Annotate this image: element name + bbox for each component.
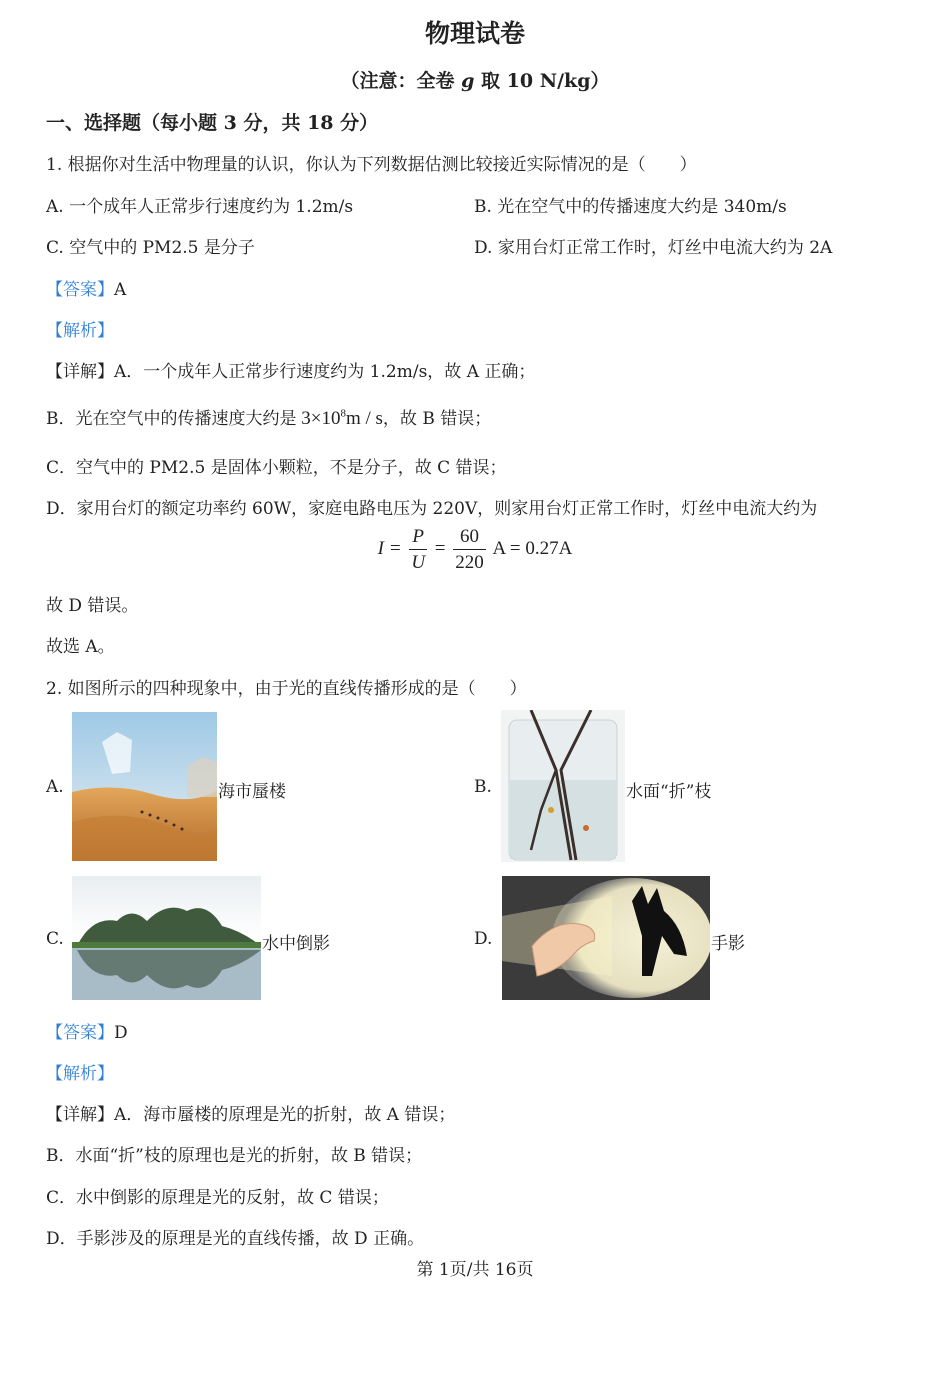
formula-lhs: I = (377, 537, 402, 559)
q1-option-a: A. 一个成年人正常步行速度约为 1.2m/s (46, 197, 354, 217)
q2-stem: 2. 如图所示的四种现象中，由于光的直线传播形成的是（ ） (46, 679, 527, 699)
note-var: g (461, 70, 475, 92)
q1-math-base: 3×10 (301, 408, 341, 429)
page-footer: 第 1页/共 16页 (416, 1260, 534, 1280)
q2-detail-a (46, 1100, 455, 1125)
mirage-image (72, 712, 217, 861)
q2-detail-a-text: A．海市蜃楼的原理是光的折射，故 A 错误； (114, 1105, 456, 1125)
q1-choose: 故选 A。 (46, 637, 115, 657)
q1-stem: 1. 根据你对生活中物理量的认识，你认为下列数据估测比较接近实际情况的是（ ） (46, 155, 697, 175)
q2-option-a-caption: 海市蜃楼 (218, 782, 286, 802)
q2-option-d-letter: D. (474, 929, 493, 949)
q2-option-c-caption: 水中倒影 (262, 934, 330, 954)
q1-math-exp: 8 (340, 407, 346, 420)
q1-analysis-tag: 【解析】 (46, 321, 114, 341)
branch-in-water-image (501, 710, 625, 862)
q1-detail-a-text: A．一个成年人正常步行速度约为 1.2m/s，故 A 正确； (114, 362, 536, 382)
q2-analysis-tag: 【解析】 (46, 1064, 114, 1084)
note-suffix: 取 10 N/kg） (474, 70, 610, 92)
frac1-den: U (411, 552, 426, 573)
formula-rhs: A = 0.27A (492, 537, 573, 559)
q2-option-a-letter: A. (46, 777, 64, 797)
hand-shadow-image (502, 876, 710, 1000)
q2-detail-d: D．手影涉及的原理是光的直线传播，故 D 正确。 (46, 1229, 425, 1249)
q2-answer-tag: 【答案】 (46, 1023, 114, 1043)
q1-detail-b-math (297, 408, 383, 429)
q1-detail-tag: 【详解】 (46, 362, 114, 382)
formula-frac2 (453, 524, 486, 575)
q2-option-b-caption: 水面“折”枝 (626, 782, 712, 802)
section-heading: 一、选择题（每小题 3 分，共 18 分） (46, 112, 379, 134)
q1-answer (46, 275, 126, 300)
q1-answer-tag: 【答案】 (46, 280, 114, 300)
q1-option-b: B. 光在空气中的传播速度大约是 340m/s (474, 197, 787, 217)
q1-answer-value: A (114, 280, 127, 300)
q1-detail-b-post: ，故 B 错误； (382, 409, 492, 429)
q1-detail-c: C．空气中的 PM2.5 是固体小颗粒，不是分子，故 C 错误； (46, 458, 507, 478)
frac2-num: 60 (453, 524, 486, 550)
note (0, 66, 950, 93)
q1-detail-b-pre: B．光在空气中的传播速度大约是 (46, 409, 297, 429)
reflection-image (72, 876, 261, 1000)
q2-detail-tag: 【详解】 (46, 1105, 114, 1125)
q1-option-c: C. 空气中的 PM2.5 是分子 (46, 238, 255, 258)
q2-option-b-letter: B. (474, 777, 492, 797)
q1-detail-a (46, 357, 535, 382)
q2-detail-b: B．水面“折”枝的原理也是光的折射，故 B 错误； (46, 1146, 423, 1166)
page-title: 物理试卷 (424, 19, 525, 48)
q2-answer (46, 1018, 128, 1043)
q1-detail-b (46, 404, 491, 430)
q1-formula (0, 524, 950, 575)
q1-detail-d2: 故 D 错误。 (46, 596, 139, 616)
formula-eq: = (434, 537, 446, 559)
formula-frac1 (409, 524, 427, 575)
q1-math-unit: m / s (345, 408, 383, 429)
q2-option-c-letter: C. (46, 929, 64, 949)
q2-option-d-caption: 手影 (711, 934, 745, 954)
q2-detail-c: C．水中倒影的原理是光的反射，故 C 错误； (46, 1188, 389, 1208)
frac2-den: 220 (455, 552, 484, 573)
frac1-num: P (409, 524, 427, 550)
q2-answer-value: D (114, 1023, 128, 1043)
q1-detail-d: D．家用台灯的额定功率约 60W，家庭电路电压为 220V，则家用台灯正常工作时，灯丝中电流大约为 (46, 499, 818, 519)
note-prefix: （注意：全卷 (340, 70, 462, 92)
q1-option-d: D. 家用台灯正常工作时，灯丝中电流大约为 2A (474, 238, 833, 258)
